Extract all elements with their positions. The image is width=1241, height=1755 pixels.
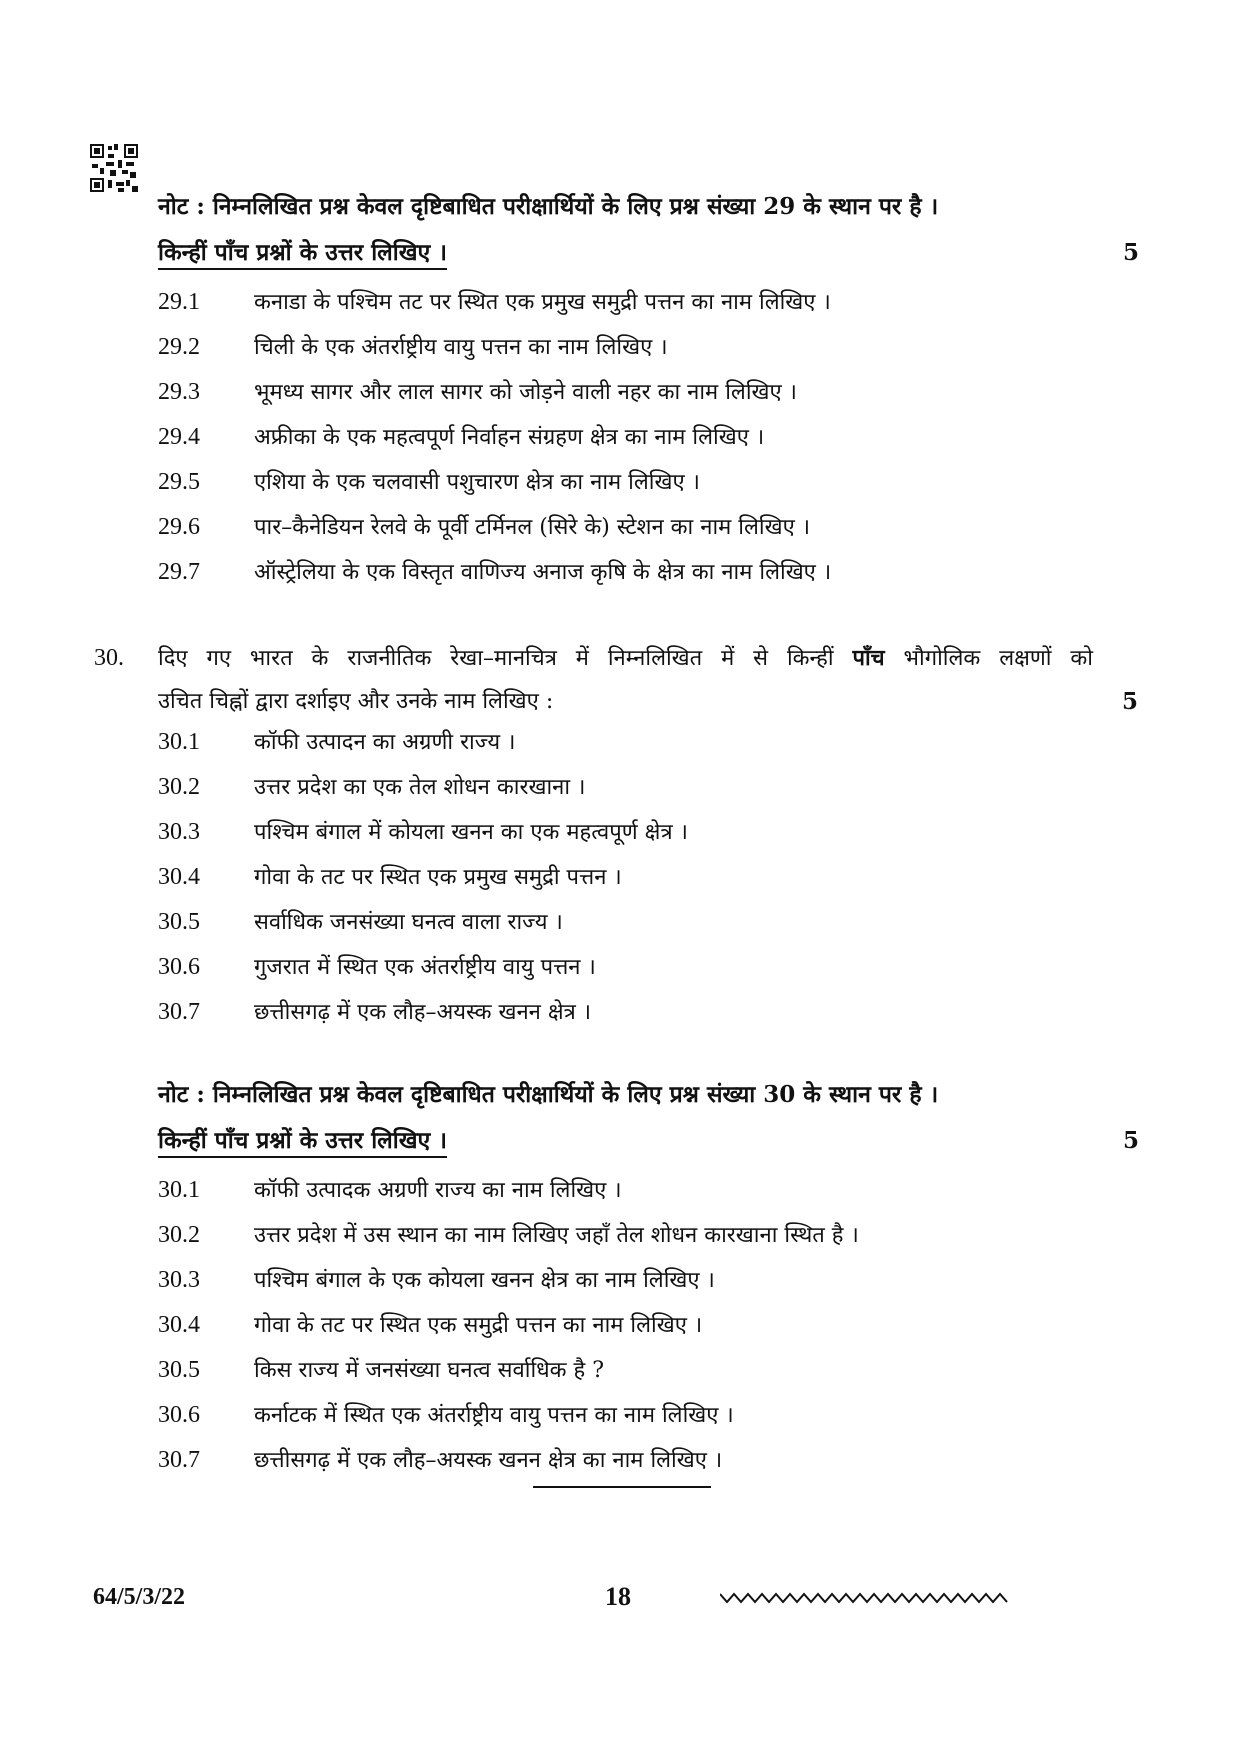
- item-text: कॉफी उत्पादक अग्रणी राज्य का नाम लिखिए ।: [254, 1178, 622, 1203]
- question-30-text-a: दिए गए भारत के राजनीतिक रेखा–मानचित्र में निम्नलिखित में से किन्हीं: [158, 646, 834, 671]
- question-30-number: 30.: [94, 645, 124, 671]
- item-number: 29.5: [158, 469, 200, 495]
- question-30-bold-word: पाँच: [852, 645, 885, 671]
- q29-items: [158, 280, 1138, 595]
- item-text: उत्तर प्रदेश में उस स्थान का नाम लिखिए जहाँ तेल शोधन कारखाना स्थित है ।: [254, 1223, 859, 1248]
- list-item: [158, 945, 1138, 990]
- item-text: ऑस्ट्रेलिया के एक विस्तृत वाणिज्य अनाज कृषि के क्षेत्र का नाम लिखिए ।: [254, 560, 832, 585]
- q30vi-items: [158, 1168, 1138, 1483]
- item-text: गोवा के तट पर स्थित एक प्रमुख समुद्री पत्तन ।: [254, 865, 622, 890]
- end-divider: [533, 1486, 711, 1488]
- item-text: अफ्रीका के एक महत्वपूर्ण निर्वाहन संग्रहण क्षेत्र का नाम लिखिए ।: [254, 425, 765, 450]
- item-number: 30.5: [158, 909, 200, 935]
- question-30-text-b: भौगोलिक लक्षणों को: [903, 646, 1094, 671]
- note-30-instruction: किन्हीं पाँच प्रश्नों के उत्तर लिखिए ।: [158, 1127, 447, 1158]
- item-number: 30.2: [158, 774, 200, 800]
- item-text: छत्तीसगढ़ में एक लौह–अयस्क खनन क्षेत्र का नाम लिखिए ।: [254, 1448, 723, 1473]
- item-number: 30.6: [158, 954, 200, 980]
- wavy-line-icon: [720, 1590, 1010, 1606]
- item-text: किस राज्य में जनसंख्या घनत्व सर्वाधिक है ?: [254, 1358, 605, 1383]
- item-text: पश्चिम बंगाल के एक कोयला खनन क्षेत्र का नाम लिखिए ।: [254, 1268, 715, 1293]
- item-text: कर्नाटक में स्थित एक अंतर्राष्ट्रीय वायु पत्तन का नाम लिखिए ।: [254, 1403, 734, 1428]
- item-text: छत्तीसगढ़ में एक लौह–अयस्क खनन क्षेत्र ।: [254, 1000, 592, 1025]
- list-item: [158, 370, 1138, 415]
- list-item: [158, 325, 1138, 370]
- item-text: गोवा के तट पर स्थित एक समुद्री पत्तन का नाम लिखिए ।: [254, 1313, 703, 1338]
- item-text: एशिया के एक चलवासी पशुचारण क्षेत्र का नाम लिखिए ।: [254, 470, 700, 495]
- note-29-line2-row: [158, 230, 1138, 276]
- list-item: [158, 505, 1138, 550]
- item-text: चिली के एक अंतर्राष्ट्रीय वायु पत्तन का नाम लिखिए ।: [254, 335, 668, 360]
- item-number: 29.2: [158, 334, 200, 360]
- note-29-instruction: किन्हीं पाँच प्रश्नों के उत्तर लिखिए ।: [158, 239, 447, 270]
- note-29-line1: नोट : निम्नलिखित प्रश्न केवल दृष्टिबाधित परीक्षार्थियों के लिए प्रश्न संख्या 29 के स्थान पर है ।: [158, 193, 939, 220]
- page-number: 18: [605, 1582, 631, 1611]
- list-item: [158, 855, 1138, 900]
- paper-code: 64/5/3/22: [93, 1584, 186, 1610]
- list-item: [158, 1438, 1138, 1483]
- list-item: [158, 280, 1138, 325]
- item-number: 30.4: [158, 864, 200, 890]
- list-item: [158, 1213, 1138, 1258]
- note-30-line2-row: [158, 1118, 1138, 1164]
- list-item: [158, 765, 1138, 810]
- note-29-block: [158, 184, 1138, 276]
- item-text: सर्वाधिक जनसंख्या घनत्व वाला राज्य ।: [254, 910, 563, 935]
- note-30-marks: 5: [1122, 1127, 1139, 1154]
- note-29-marks: 5: [1122, 239, 1139, 266]
- item-number: 30.5: [158, 1357, 200, 1383]
- item-text: कॉफी उत्पादन का अग्रणी राज्य ।: [254, 730, 516, 755]
- item-number: 30.3: [158, 1267, 200, 1293]
- list-item: [158, 1258, 1138, 1303]
- item-number: 30.7: [158, 1447, 200, 1473]
- item-number: 30.1: [158, 729, 200, 755]
- item-number: 29.1: [158, 289, 200, 315]
- q30-items: [158, 720, 1138, 1035]
- item-text: गुजरात में स्थित एक अंतर्राष्ट्रीय वायु पत्तन ।: [254, 955, 596, 980]
- list-item: [158, 1348, 1138, 1393]
- list-item: [158, 1393, 1138, 1438]
- item-number: 30.6: [158, 1402, 200, 1428]
- item-text: कनाडा के पश्चिम तट पर स्थित एक प्रमुख समुद्री पत्तन का नाम लिखिए ।: [254, 290, 831, 315]
- list-item: [158, 460, 1138, 505]
- list-item: [158, 550, 1138, 595]
- note-30-block: [158, 1072, 1138, 1164]
- list-item: [158, 1168, 1138, 1213]
- item-number: 29.3: [158, 379, 200, 405]
- item-text: पार–कैनेडियन रेलवे के पूर्वी टर्मिनल (सिरे के) स्टेशन का नाम लिखिए ।: [254, 515, 811, 540]
- list-item: [158, 1303, 1138, 1348]
- note-30-line1: नोट : निम्नलिखित प्रश्न केवल दृष्टिबाधित परीक्षार्थियों के लिए प्रश्न संख्या 30 के स्थान पर है ।: [158, 1081, 939, 1108]
- item-number: 30.7: [158, 999, 200, 1025]
- list-item: [158, 810, 1138, 855]
- item-number: 30.3: [158, 819, 200, 845]
- item-number: 30.2: [158, 1222, 200, 1248]
- question-30-marks: 5: [1121, 688, 1138, 715]
- item-number: 30.1: [158, 1177, 200, 1203]
- item-text: भूमध्य सागर और लाल सागर को जोड़ने वाली नहर का नाम लिखिए ।: [254, 380, 798, 405]
- list-item: [158, 415, 1138, 460]
- question-30-line1: [158, 636, 1093, 681]
- item-number: 30.4: [158, 1312, 200, 1338]
- question-30-line2: उचित चिह्नों द्वारा दर्शाइए और उनके नाम लिखिए :: [158, 689, 554, 714]
- item-number: 29.4: [158, 424, 200, 450]
- item-text: पश्चिम बंगाल में कोयला खनन का एक महत्वपूर्ण क्षेत्र ।: [254, 820, 688, 845]
- list-item: [158, 720, 1138, 765]
- list-item: [158, 900, 1138, 945]
- item-number: 29.7: [158, 559, 200, 585]
- item-text: उत्तर प्रदेश का एक तेल शोधन कारखाना ।: [254, 775, 586, 800]
- list-item: [158, 990, 1138, 1035]
- item-number: 29.6: [158, 514, 200, 540]
- qr-code-icon: [90, 144, 138, 192]
